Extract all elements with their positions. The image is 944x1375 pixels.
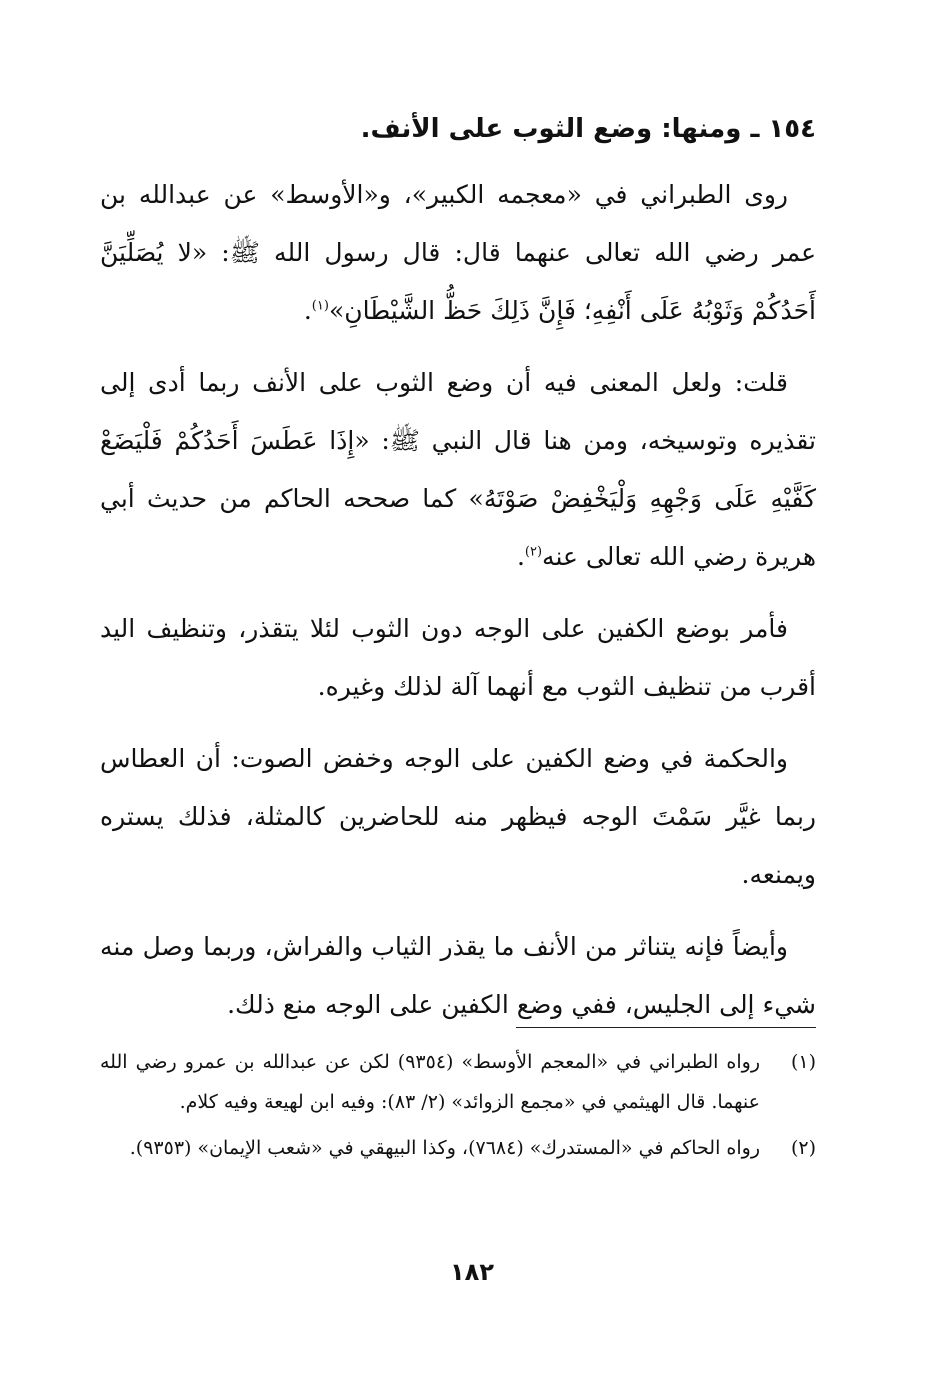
paragraph-text: وأيضاً فإنه يتناثر من الأنف ما يقذر الثياب والفراش، وربما وصل منه شيء إلى الجليس، ففي وضع الكفين على الوجه منع ذلك. xyxy=(100,932,816,1019)
paragraph xyxy=(100,166,816,340)
main-text xyxy=(100,100,816,1048)
paragraph-text: والحكمة في وضع الكفين على الوجه وخفض الصوت: أن العطاس ربما غيَّر سَمْتَ الوجه فيظهر منه للحاضرين كالمثلة، فذلك يستره ويمنعه. xyxy=(100,744,816,889)
paragraph-text: قلت: ولعل المعنى فيه أن وضع الثوب على الأنف ربما أدى إلى تقذيره وتوسيخه، ومن هنا قال النبي ﷺ: «إِذَا عَطَسَ أَحَدُكُمْ فَلْيَضَعْ كَفَّيْهِ عَلَى وَجْهِهِ وَلْيَخْفِضْ صَوْتَهُ» كما صححه الحاكم من حديث أبي هريرة رضي الله تعالى عنه xyxy=(100,368,816,571)
paragraph xyxy=(100,354,816,586)
footnote-ref[interactable]: (٢) xyxy=(524,544,543,560)
paragraph-tail: . xyxy=(303,296,312,325)
footnote-number: (١) xyxy=(790,1051,816,1073)
footnote-ref[interactable]: (١) xyxy=(311,298,329,314)
footnote xyxy=(100,1042,816,1122)
page-number: ١٨٢ xyxy=(450,1258,494,1286)
paragraph xyxy=(100,600,816,716)
footnotes xyxy=(100,1042,816,1174)
footnote-text: رواه الحاكم في «المستدرك» (٧٦٨٤)، وكذا البيهقي في «شعب الإيمان» (٩٣٥٣). xyxy=(129,1137,760,1159)
paragraph-tail: . xyxy=(516,542,525,571)
footnote-text: رواه الطبراني في «المعجم الأوسط» (٩٣٥٤) لكن عن عبدالله بن عمرو رضي الله عنهما. قال الهيثمي في «مجمع الزوائد» (٢/ ٨٣): وفيه ابن لهيعة وفيه كلام. xyxy=(100,1051,761,1113)
paragraph xyxy=(100,730,816,904)
footnote xyxy=(100,1128,816,1168)
paragraph xyxy=(100,918,816,1034)
paragraph-text: روى الطبراني في «معجمه الكبير»، و«الأوسط» عن عبدالله بن عمر رضي الله تعالى عنهما قال: قال رسول الله ﷺ: «لا يُصَلِّيَنَّ أَحَدُكُمْ وَثَوْبُهُ عَلَى أَنْفِهِ؛ فَإِنَّ ذَلِكَ حَظُّ الشَّيْطَانِ» xyxy=(100,180,816,325)
footnote-number: (٢) xyxy=(790,1137,816,1159)
paragraph-text: فأمر بوضع الكفين على الوجه دون الثوب لئلا يتقذر، وتنظيف اليد أقرب من تنظيف الثوب مع أنهما آلة لذلك وغيره. xyxy=(100,614,816,701)
section-heading: ١٥٤ ـ ومنها: وضع الثوب على الأنف. xyxy=(360,114,816,144)
footnote-divider xyxy=(516,1027,816,1028)
